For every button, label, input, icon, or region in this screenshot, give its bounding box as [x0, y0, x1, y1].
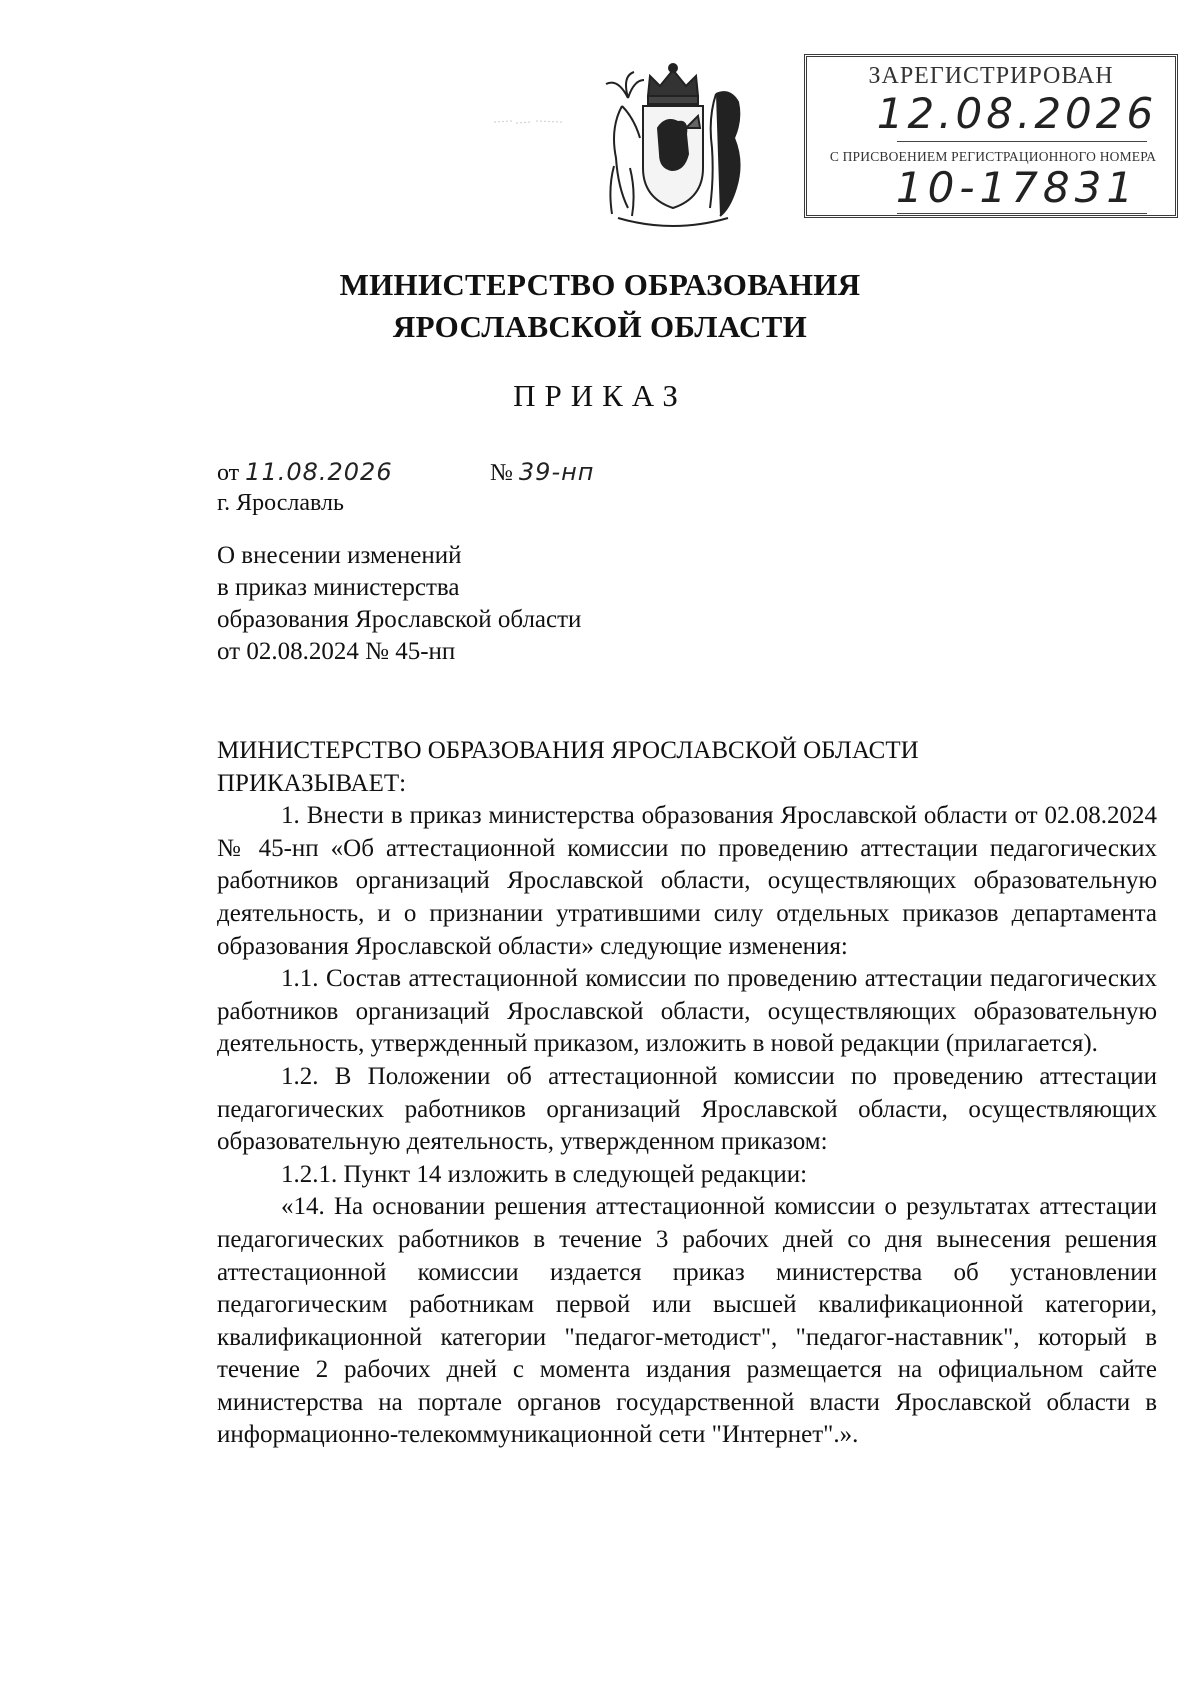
order-number: [490, 458, 595, 487]
document-type: ПРИКАЗ: [513, 378, 687, 413]
subject-line: от 02.08.2024 № 45-нп: [217, 638, 456, 665]
ministry-title-line: МИНИСТЕРСТВО ОБРАЗОВАНИЯ: [339, 267, 861, 302]
paragraph-1: 1. Внести в приказ министерства образования Ярославской области от 02.08.2024 № 45-нп «Об аттестационной комиссии по проведению аттестации педагогических работников организаций Ярославской области, осуществляющих образовательную деятельность, и о признании утратившими силу отдельных приказов департамента образования Ярославской области» следующие изменения:: [217, 802, 1157, 960]
stamp-title: ЗАРЕГИСТРИРОВАН: [868, 63, 1114, 89]
stamp-subtitle: С ПРИСВОЕНИЕМ РЕГИСТРАЦИОННОГО НОМЕРА: [829, 149, 1157, 164]
stamp-underline: [897, 141, 1147, 142]
paragraph-1-2-1: 1.2.1. Пункт 14 изложить в следующей редакции:: [281, 1160, 808, 1188]
paragraph-1-2: 1.2. В Положении об аттестационной комиссии по проведению аттестации педагогических работников организаций Ярославской области, осуществляющих образовательную деятельность, утвержденном приказом:: [217, 1062, 1157, 1156]
ministry-title-line: ЯРОСЛАВСКОЙ ОБЛАСТИ: [392, 309, 808, 344]
scan-artifact: [492, 116, 564, 130]
number-value: 39-нп: [518, 458, 595, 486]
number-label: №: [490, 460, 513, 486]
city: г. Ярославль: [217, 490, 344, 516]
lead-line: ПРИКАЗЫВАЕТ:: [217, 769, 407, 797]
lead-line: МИНИСТЕРСТВО ОБРАЗОВАНИЯ ЯРОСЛАВСКОЙ ОБЛАСТИ: [217, 737, 919, 764]
order-date: [217, 458, 393, 487]
ministry-title: [300, 264, 900, 348]
stamp-underline: [897, 213, 1147, 214]
date-value: 11.08.2026: [245, 458, 393, 486]
date-label: от: [217, 460, 240, 486]
stamp-reg-number: 10-17831: [895, 163, 1139, 212]
stamp-date: 12.08.2026: [876, 89, 1158, 138]
registration-stamp: [804, 54, 1178, 218]
order-body: [217, 735, 1157, 1452]
coat-of-arms-icon: [588, 58, 758, 230]
subject-line: О внесении изменений: [217, 542, 462, 569]
subject-line: в приказ министерства: [217, 574, 460, 601]
paragraph-14: «14. На основании решения аттестационной комиссии о результатах аттестации педагогических работников в течение 3 рабочих дней со дня вынесения решения аттестационной комиссии издается приказ министерства об установлении педагогическим работникам первой или высшей квалификационной категории, квалификационной категории "педагог-методист", "педагог-наставник", который в течение 2 рабочих дней с момента издания размещается на официальном сайте министерства на портале органов государственной власти Ярославской области в информационно-телекоммуникационной сети "Интернет".».: [217, 1193, 1157, 1449]
subject-line: образования Ярославской области: [217, 606, 582, 633]
order-subject: [217, 540, 717, 668]
paragraph-1-1: 1.1. Состав аттестационной комиссии по проведению аттестации педагогических работников организаций Ярославской области, осуществляющих образовательную деятельность, утвержденный приказом, изложить в новой редакции (прилагается).: [217, 965, 1157, 1058]
